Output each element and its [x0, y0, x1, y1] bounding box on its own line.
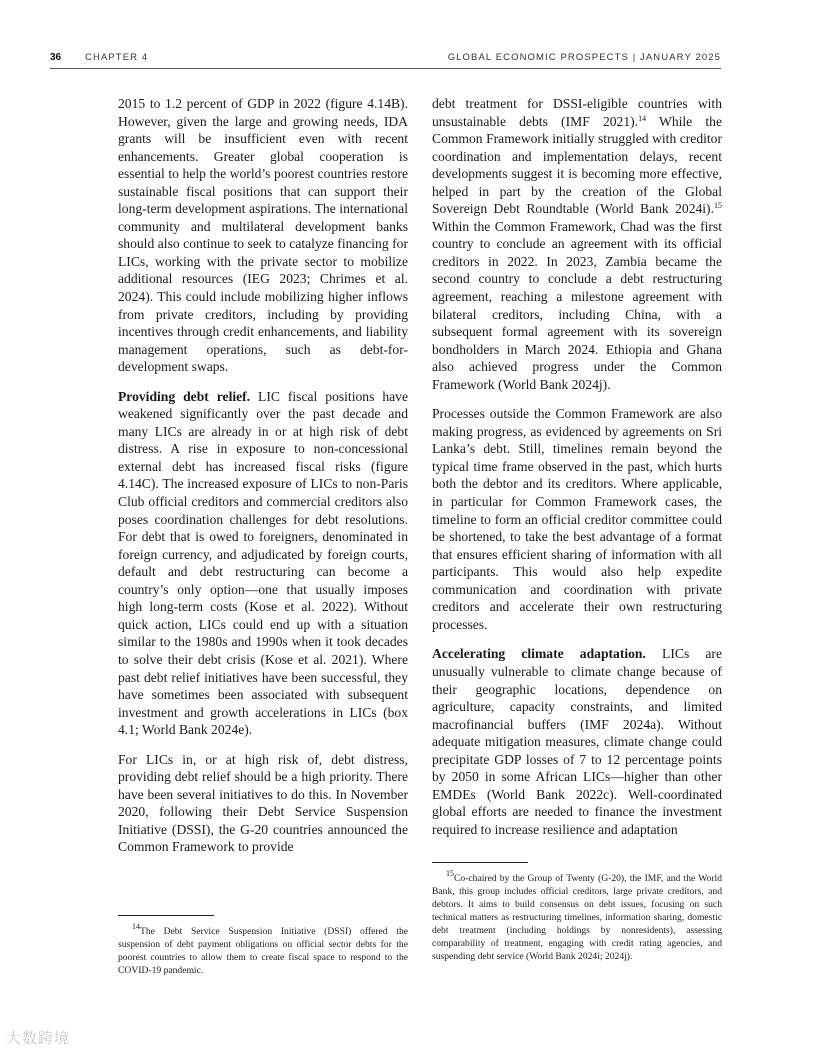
footnote-number: 14 — [132, 922, 140, 931]
footnote-text — [118, 922, 408, 977]
footnote-body: Co-chaired by the Group of Twenty (G-20), the IMF, and the World Bank, this group includes official creditors, large private creditors, and debtors. It aims to build consensus on debt issues, focusing on such technical matters as restructuring timelines, information sharing, domestic debt treatment (including holdings by nonresidents), assessing comparability of treatment, engaging with credit rating agencies, and suspending debt service (World Bank 2024i; 2024j). — [432, 873, 722, 962]
footnote-15 — [432, 862, 722, 963]
paragraph: 2015 to 1.2 percent of GDP in 2022 (figure 4.14B). However, given the large and growing needs, IDA grants will be insufficient even with recent enhancements. Greater global cooperation is essential to help the world’s poorest countries restore sustainable fiscal positions that can support their long-term development aspirations. The international community and multilateral development banks should also continue to seek to catalyze financing for LICs, working with the private sector to mobilize additional resources (IEG 2023; Chrimes et al. 2024). This could include mobilizing higher inflows from private creditors, including by providing incentives through credit enhancements, and liability management operations, such as debt-for-development swaps. — [118, 96, 408, 375]
footnote-text — [432, 869, 722, 963]
paragraph: Processes outside the Common Framework are also making progress, as evidenced by agreements on Sri Lanka’s debt. Still, timelines remain beyond the typical time frame observed in the past, which hurts both the debtor and its creditors. Where applicable, in particular for Common Framework cases, the timeline to form an official creditor committee could be shortened, to take the best advantage of a format that ensures efficient sharing of information with all participants. This would also help expedite communication and coordination with private creditors and accelerate their own restructuring processes. — [432, 406, 722, 632]
paragraph-text: LICs are unusually vulnerable to climate change because of their geographic locations, dependence on agriculture, capacity constraints, and limited macrofinancial buffers (IMF 2024a). Without adequate mitigation measures, climate change could precipitate GDP losses of 7 to 12 percentage points by 2050 in some African LICs—higher than other EMDEs (World Bank 2022c). Well-coordinated global efforts are needed to finance the investment required to increase resilience and adaptation — [432, 646, 722, 837]
footnote-body: The Debt Service Suspension Initiative (DSSI) offered the suspension of debt payment obligations on official sector debts for the poorest countries to allow them to create fiscal space to respond to the COVID-19 pandemic. — [118, 926, 408, 976]
footnote-ref[interactable]: 15 — [714, 201, 722, 211]
paragraph-text: LIC fiscal positions have weakened significantly over the past decade and many LICs are already in or at high risk of debt distress. A rise in exposure to non-concessional external debt has increased fiscal risks (figure 4.14C). The increased exposure of LICs to non-Paris Club official creditors and commercial creditors also poses coordination challenges for debt resolutions. For debt that is owed to foreigners, denominated in foreign currency, and adjudicated by foreign courts, default and debt restructuring can become a country’s only option—one that usually imposes high long-term costs (Kose et al. 2022). Without quick action, LICs could end up with a situation similar to the 1980s and 1990s when it took decades to solve their debt crisis (Kose et al. 2021). Where past debt relief initiatives have been successful, they have sometimes been associated with subsequent investment and growth accelerations in LICs (box 4.1; World Bank 2024e). — [118, 388, 408, 738]
watermark: 大数跨境 — [6, 1029, 71, 1047]
footnote-number: 15 — [446, 869, 454, 878]
paragraph — [432, 645, 722, 838]
page-number: 36 — [50, 52, 62, 63]
chapter-label: CHAPTER 4 — [85, 52, 149, 63]
footnote-rule — [118, 915, 214, 916]
footnote-ref[interactable]: 14 — [638, 113, 647, 123]
paragraph-lead: Providing debt relief. — [118, 388, 251, 404]
paragraph: For LICs in, or at high risk of, debt distress, providing debt relief should be a high priority. There have been several initiatives to do this. In November 2020, following their Debt Service Suspension Initiative (DSSI), the G-20 countries announced the Common Framework to provide — [118, 751, 408, 855]
paragraph-text: While the Common Framework initially struggled with creditor coordination and implementation delays, recent developments suggest it is becoming more effective, helped in part by the creation of the Global Sovereign Debt Roundtable (World Bank 2024i). — [432, 113, 723, 217]
paragraph — [432, 95, 722, 393]
footnote-rule — [432, 862, 528, 863]
paragraph-lead: Accelerating climate adaptation. — [432, 646, 646, 662]
paragraph — [118, 388, 408, 739]
page-header — [50, 52, 721, 69]
right-column — [432, 95, 722, 850]
left-column — [118, 95, 408, 868]
footnote-14 — [118, 915, 408, 977]
paragraph-text: Within the Common Framework, Chad was the first country to conclude an agreement with its official creditors in 2022. In 2023, Zambia became the second country to conclude a debt restructuring agreement, reaching a milestone agreement with bilateral creditors, including China, with a subsequent formal agreement with its sovereign bondholders in March 2024. Ethiopia and Ghana also achieved progress under the Common Framework (World Bank 2024j). — [432, 218, 722, 392]
paragraph-text: debt treatment for DSSI-eligible countries with unsustainable debts (IMF 2021). — [432, 96, 722, 129]
running-title: GLOBAL ECONOMIC PROSPECTS | JANUARY 2025 — [447, 52, 721, 63]
